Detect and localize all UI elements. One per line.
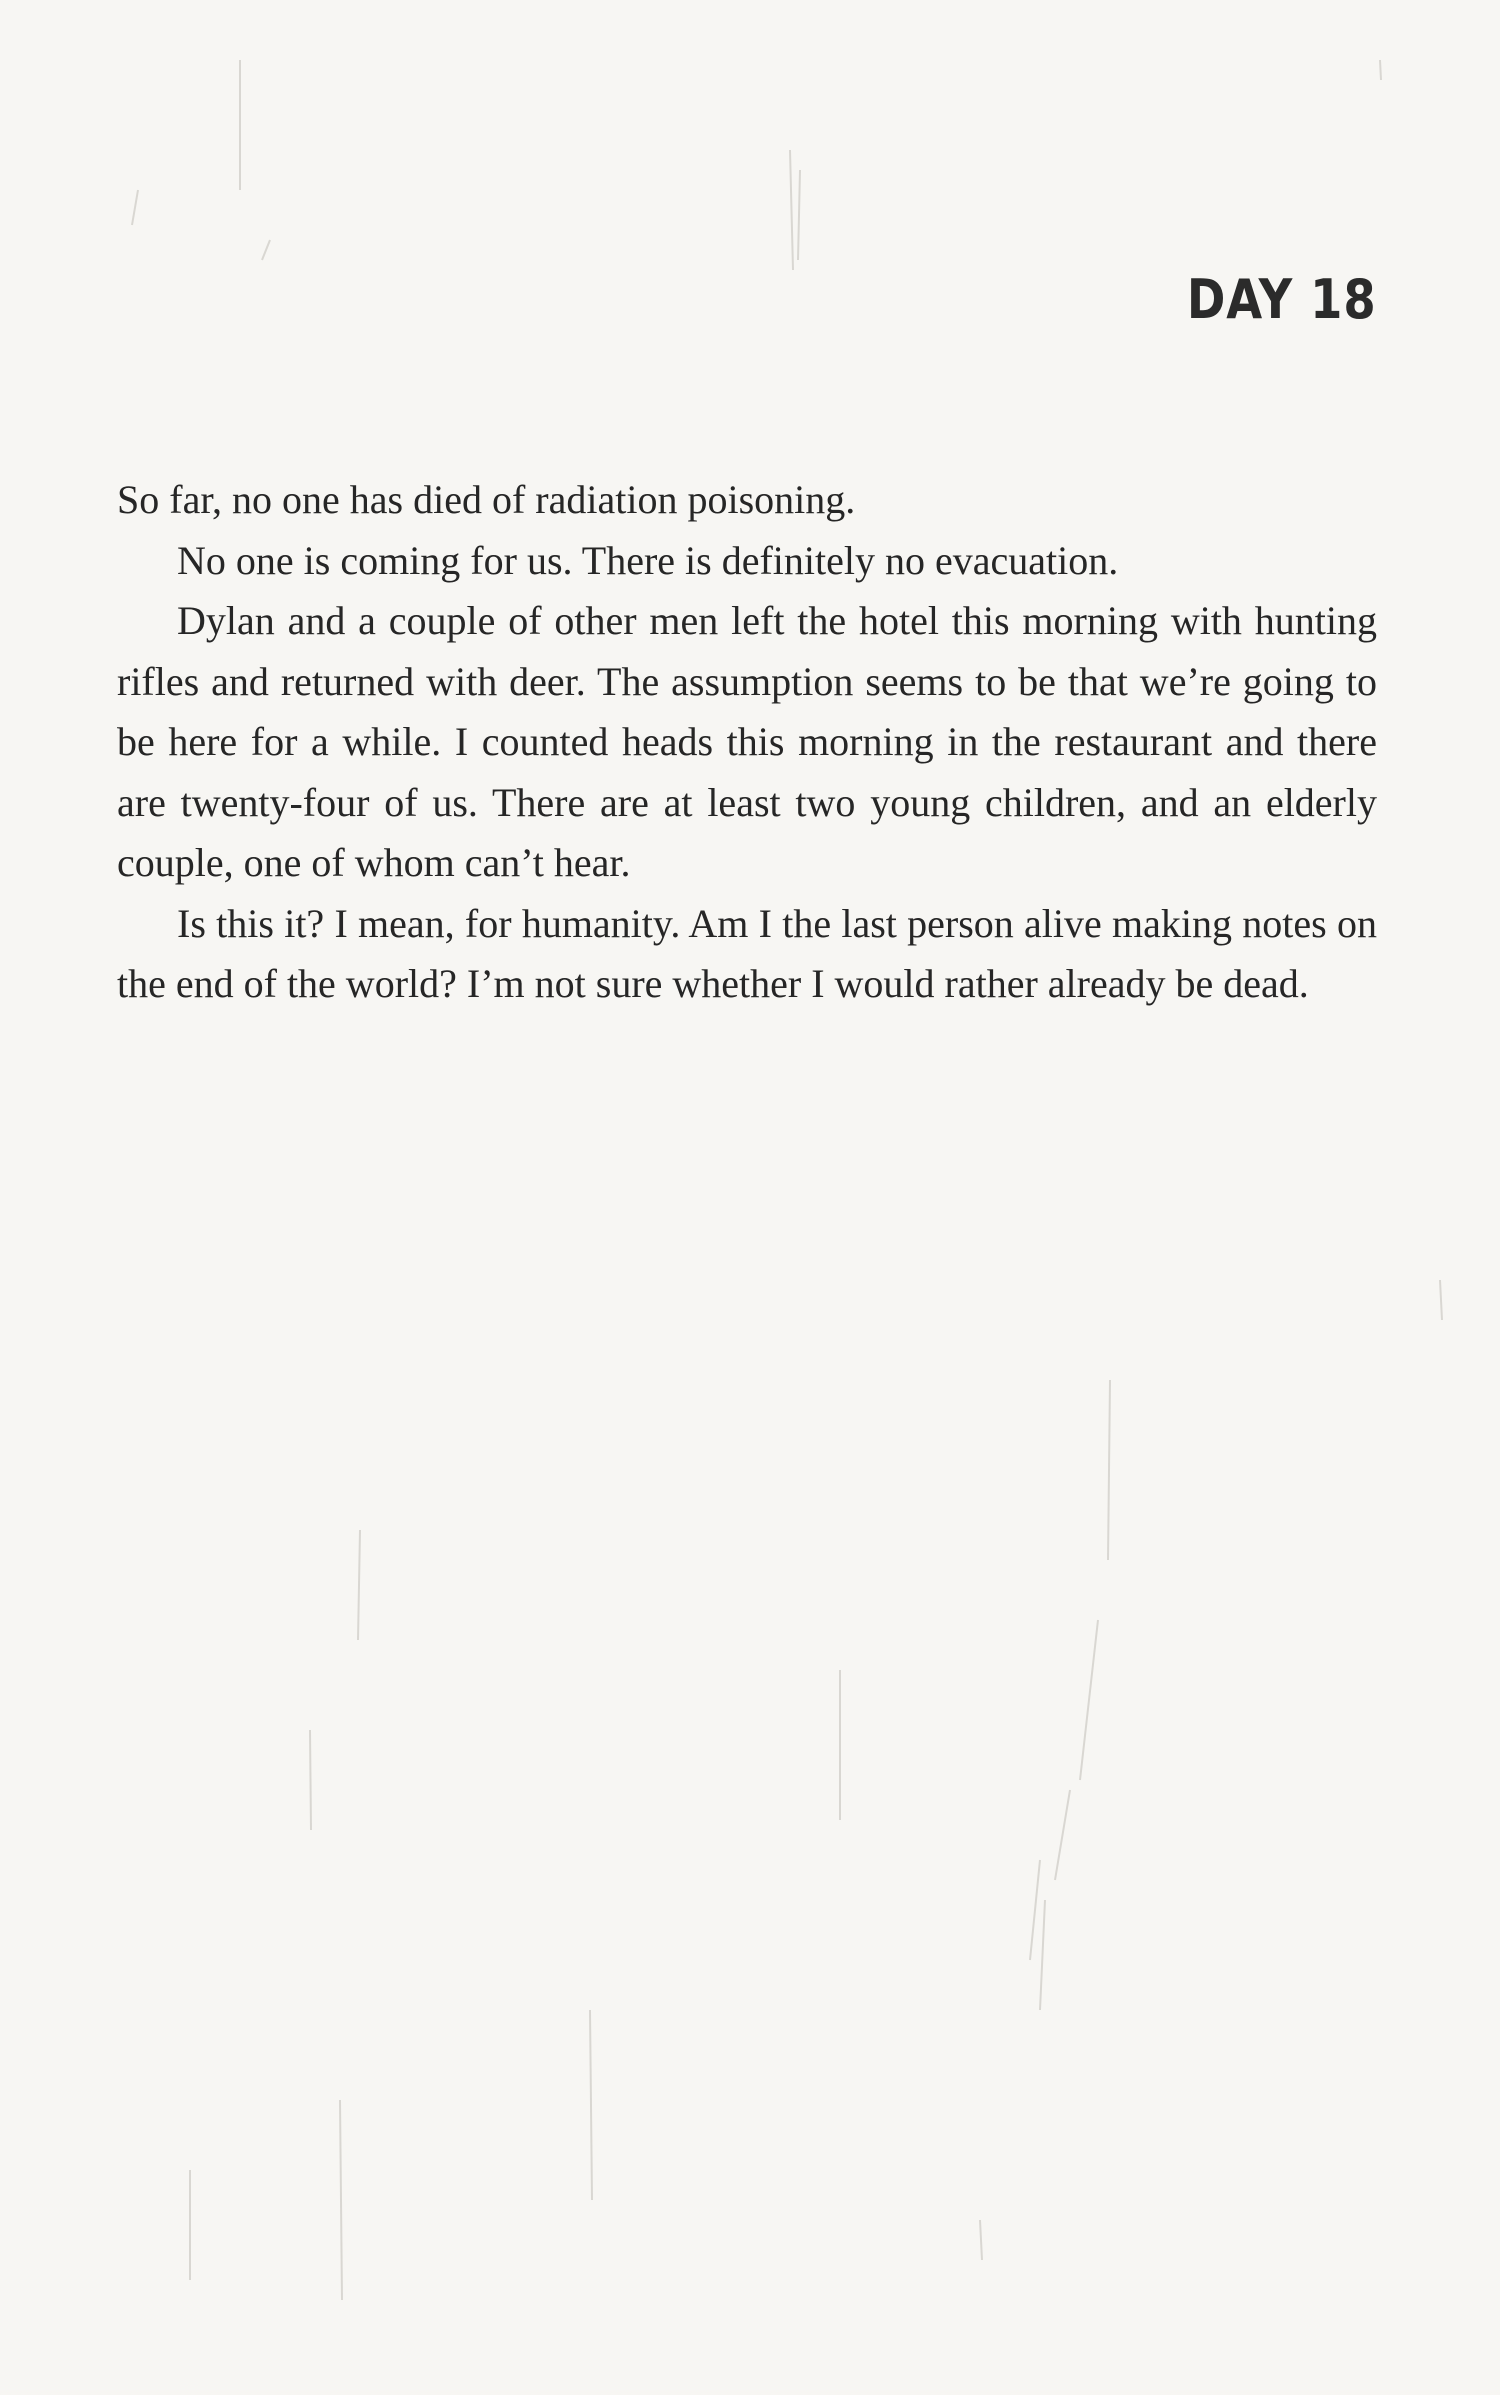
paragraph: No one is coming for us. There is definitely no evacuation. xyxy=(177,537,1119,583)
body-text xyxy=(117,470,1377,1015)
chapter-heading: DAY 18 xyxy=(1186,268,1376,331)
paragraph: So far, no one has died of radiation poisoning. xyxy=(117,477,856,522)
paragraph: Dylan and a couple of other men left the hotel this morning with hunting rifles and returned with deer. The assumption seems to be that we’re going to be here for a while. I counted heads this morning in the restaurant and there are twenty-four of us. There are at least two young children, and an elderly couple, one of whom can’t hear. xyxy=(117,598,1377,885)
paragraph: Is this it? I mean, for humanity. Am I the last person alive making notes on the end of the world? I’m not sure whether I would rather already be dead. xyxy=(117,900,1377,1006)
